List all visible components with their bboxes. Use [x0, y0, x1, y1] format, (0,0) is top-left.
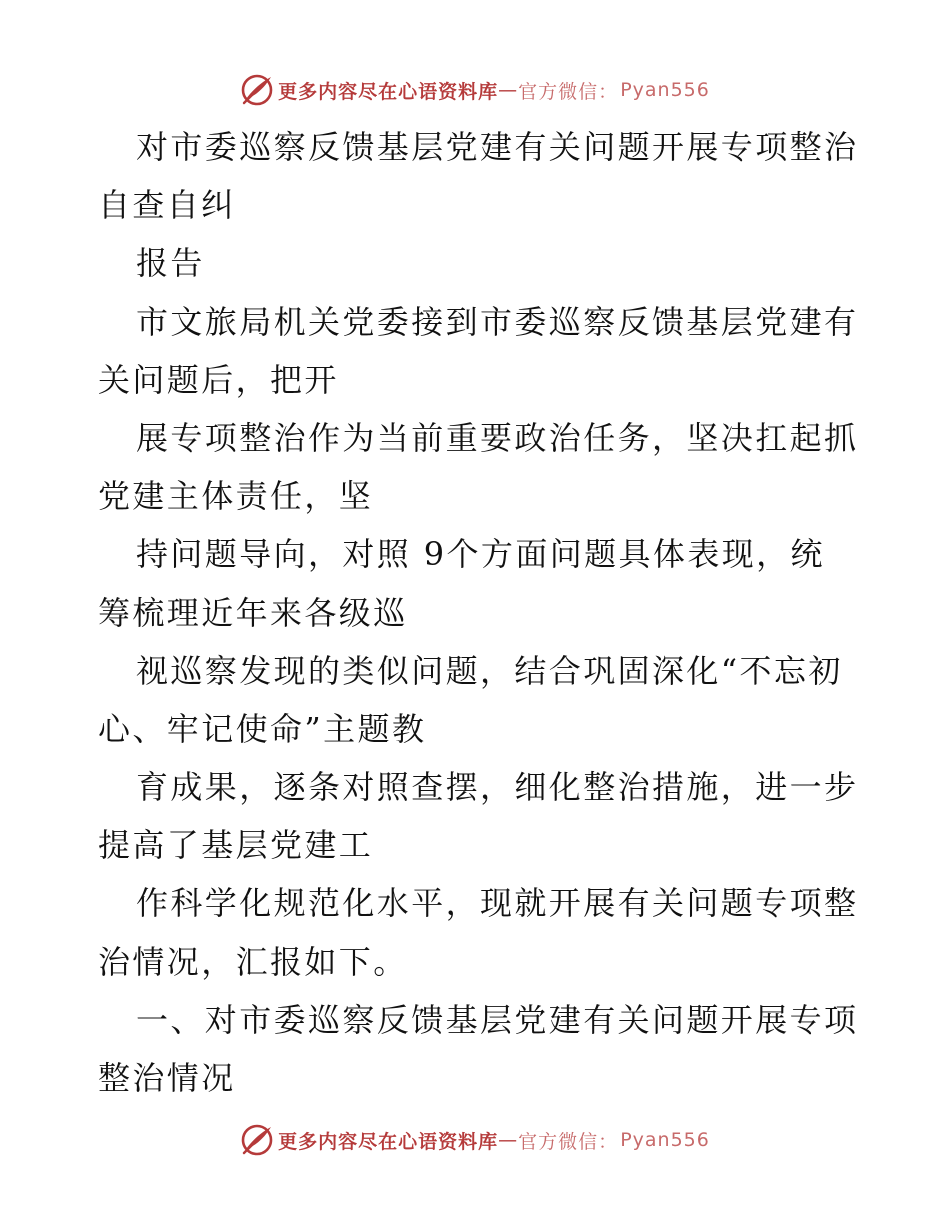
banner-wechat-id: Pyan556 [620, 79, 710, 101]
header-banner [0, 70, 950, 110]
doc-text-line: 治情况，汇报如下。 [98, 942, 408, 981]
banner-title: 更多内容尽在心语资料库 [278, 80, 499, 103]
quill-circle-logo-icon [240, 73, 274, 107]
banner-title: 更多内容尽在心语资料库 [278, 1130, 499, 1153]
doc-title-line: 对市委巡察反馈基层党建有关问题开展专项整治 [136, 128, 859, 166]
banner-separator: — [498, 1129, 519, 1151]
doc-text-line: 育成果，逐条对照查摆，细化整治措施，进一步 [136, 768, 859, 807]
banner-wechat-label: 官方微信： [518, 1130, 619, 1153]
doc-text-line: 筹梳理近年来各级巡 [98, 593, 408, 632]
doc-text-line: 心、牢记使命”主题教 [98, 709, 427, 748]
doc-text-line: 展专项整治作为当前重要政治任务，坚决扛起抓 [136, 418, 859, 457]
quill-circle-logo-icon [240, 1123, 274, 1157]
doc-title-line: 报告 [136, 244, 205, 283]
doc-section-heading: 整治情况 [98, 1059, 236, 1097]
doc-text-line: 持问题导向，对照 9个方面问题具体表现，统 [136, 535, 825, 574]
footer-banner [0, 1120, 950, 1160]
doc-title-line: 自查自纠 [98, 186, 236, 225]
doc-text-line: 视巡察发现的类似问题，结合巩固深化“不忘初 [136, 651, 843, 690]
doc-text-line: 作科学化规范化水平，现就开展有关问题专项整 [136, 884, 859, 923]
doc-text-line: 提高了基层党建工 [98, 826, 374, 865]
doc-text-line: 关问题后，把开 [98, 360, 339, 399]
doc-text-line: 市文旅局机关党委接到市委巡察反馈基层党建有 [136, 302, 859, 341]
doc-section-heading: 一、对市委巡察反馈基层党建有关问题开展专项 [136, 1000, 859, 1039]
banner-separator: — [498, 79, 519, 101]
banner-wechat-label: 官方微信： [518, 80, 619, 103]
banner-wechat-id: Pyan556 [620, 1129, 710, 1151]
document-body [98, 118, 858, 1107]
doc-text-line: 党建主体责任，坚 [98, 477, 374, 516]
